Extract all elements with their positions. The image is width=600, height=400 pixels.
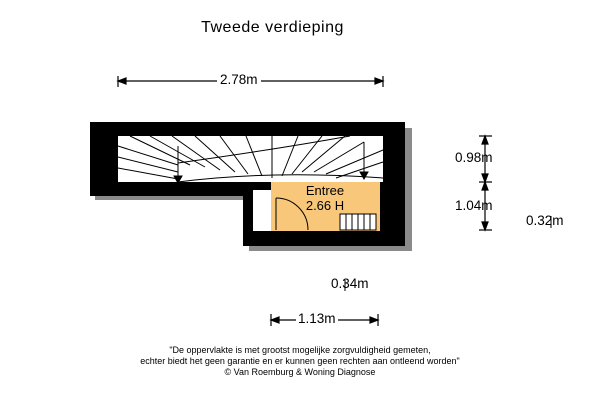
disclaimer-line-2: echter biedt het geen garantie en er kunnen geen rechten aan ontleend worden"	[140, 356, 460, 366]
disclaimer-line-1: "De oppervlakte is met grootst mogelijke zorgvuldigheid gemeten,	[169, 345, 431, 355]
dim-width-bottom: 1.13m	[298, 311, 336, 326]
floor-title: Tweede verdieping	[201, 19, 344, 36]
room-label-entree: Entree	[305, 183, 345, 198]
dim-height-upper: 0.98m	[455, 150, 493, 165]
disclaimer	[60, 345, 540, 378]
dim-width-top: 2.78m	[217, 72, 261, 87]
dim-height-lower: 1.04m	[455, 198, 493, 213]
dim-side-right: 0.32m	[526, 213, 564, 228]
lower-left-room	[253, 190, 271, 231]
disclaimer-line-3: © Van Roemburg & Woning Diagnose	[224, 367, 376, 377]
dim-bottom-depth: 0.34m	[331, 276, 369, 291]
room-height-entree: 2.66 H	[305, 198, 345, 213]
radiator	[340, 214, 376, 230]
